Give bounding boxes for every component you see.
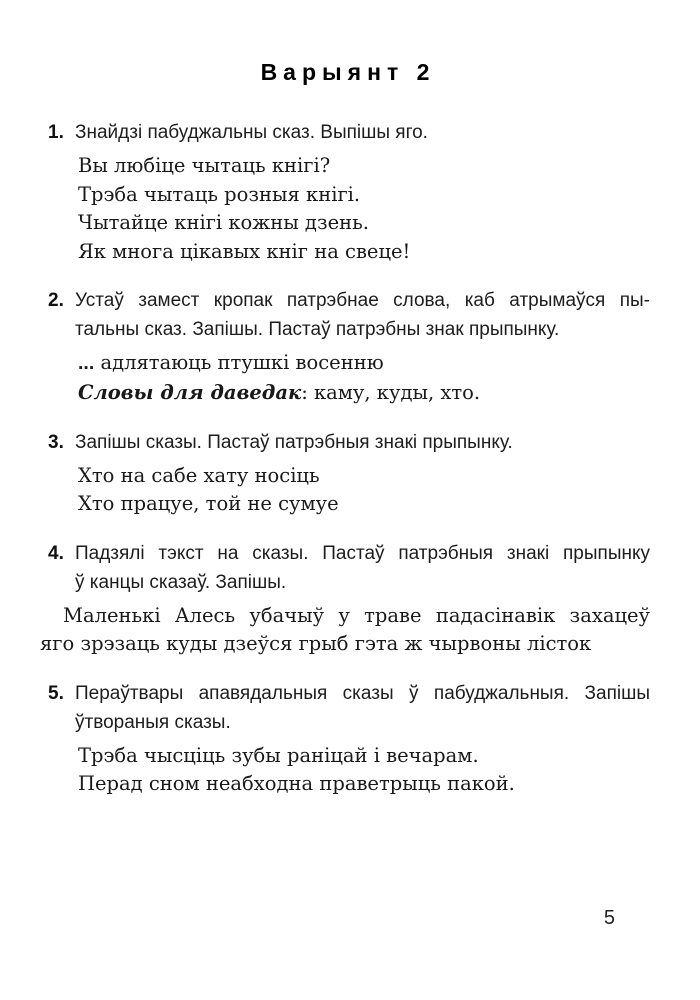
task-instruction [75,118,650,147]
exercise-line: Хто працуе, той не сумуе [78,492,339,515]
instruction-line: ў канцы сказаў. Запішы. [75,571,287,593]
exercise-body [78,462,650,519]
exercise-line [78,349,650,378]
task-item-2 [40,286,650,408]
exercise-body [78,349,650,408]
task-instruction [75,539,650,597]
exercise-line: Хто на сабе хату носіць [78,463,320,487]
fill-blank-text: адлятаюць птушкі восенню [94,351,384,374]
task-number: 4. [48,542,64,564]
page-number: 5 [603,907,615,929]
hint-line [78,378,650,408]
task-number: 5. [48,682,64,704]
instruction-line: Устаў замест кропак патрэбнае слова, каб атрымаўся пы- [75,290,650,311]
exercise-line: Маленькі Алесь убачыў у траве падасінавік захацеў [63,603,650,627]
task-number: 1. [48,122,64,143]
exercise-line: Чытайце кнігі кожны дзень. [78,211,369,234]
instruction-line: Знайдзі пабуджальны сказ. Выпішы яго. [75,122,428,143]
task-instruction [75,286,650,344]
exercise-line: Трэба чытаць розныя кнігі. [78,182,361,206]
task-item-4 [40,539,650,659]
exercise-line: Перад сном неабходна праветрыць пакой. [78,772,515,795]
exercise-line: Трэба чысціць зубы раніцай і вечарам. [78,743,479,767]
task-item-3 [40,428,650,519]
task-number: 2. [48,290,64,311]
instruction-line: ўтвораныя сказы. [75,711,231,733]
exercise-line: Вы любіце чытаць кнігі? [78,154,331,177]
exercise-line: Як многа цікавых кніг на свеце! [78,239,411,263]
task-item-1 [40,118,650,266]
instruction-line: Запішы сказы. Пастаў патрэбныя знакі прыпынку. [75,431,513,453]
page-title: Варыянт 2 [260,59,436,85]
exercise-paragraph [40,602,650,659]
exercise-line: яго зрэзаць куды дзеўся грыб гэта ж чырвоны лісток [40,632,592,655]
task-item-5 [40,679,650,799]
task-instruction [75,428,650,457]
task-number: 3. [48,431,64,453]
instruction-line: Пераўтвары апавядальныя сказы ў пабуджальныя. Запішы [75,682,650,704]
hint-words: : каму, куды, хто. [301,380,481,404]
instruction-line: Падзялі тэкст на сказы. Пастаў патрэбныя знакі прыпынку [75,542,650,564]
exercise-body [78,152,650,266]
task-instruction [75,679,650,737]
instruction-line: тальны сказ. Запішы. Пастаў патрэбны знак прыпынку. [75,319,560,340]
fill-blank-ellipsis: ... [78,352,95,374]
hint-label: Словы для даведак [78,380,302,404]
exercise-body [78,742,650,799]
